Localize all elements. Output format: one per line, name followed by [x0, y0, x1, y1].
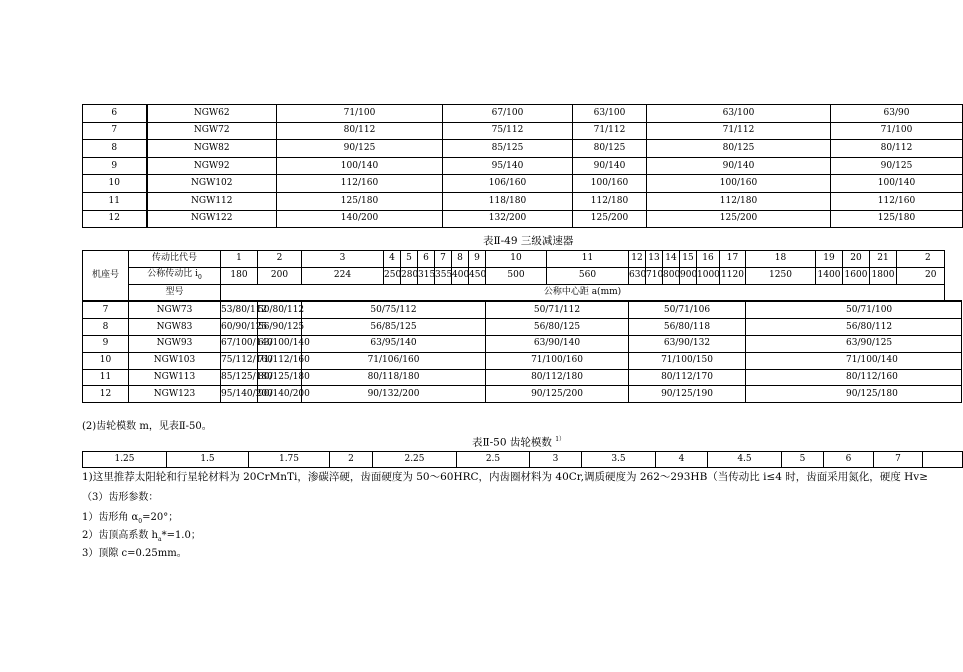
center-distance: 125/200 — [647, 210, 831, 228]
machine-number: 7 — [83, 122, 147, 140]
nominal-ratio: 315 — [418, 267, 435, 284]
center-distance: 112/160 — [831, 192, 963, 210]
table-50-caption — [472, 434, 565, 450]
machine-number: 12 — [83, 386, 129, 403]
center-distance: 125/180 — [831, 210, 963, 228]
nominal-ratio: 355 — [435, 267, 452, 284]
table-row — [83, 140, 963, 158]
center-distance: 71/112 — [573, 122, 647, 140]
center-distance: 63/100 — [647, 105, 831, 123]
module-value: 1.25 — [83, 452, 167, 468]
center-distance: 63/100 — [573, 105, 647, 123]
center-distance: 90/132/200 — [302, 386, 486, 403]
center-distance: 71/106/160 — [302, 352, 486, 369]
center-distance: 112/180 — [573, 192, 647, 210]
param2-label: 2）齿顶高系数 h — [82, 530, 158, 541]
center-distance: 80/125 — [573, 140, 647, 158]
center-distance: 90/125 — [831, 157, 963, 175]
nominal-ratio: 450 — [469, 267, 486, 284]
model-name: NGW112 — [147, 192, 277, 210]
nominal-ratio: 1000 — [697, 267, 720, 284]
nominal-ratio: 400 — [452, 267, 469, 284]
ratio-code: 12 — [629, 251, 646, 268]
module-value: 4 — [656, 452, 708, 468]
center-distance: 75/112 — [443, 122, 573, 140]
nominal-ratio-label-text: 公称传动比 i — [147, 269, 198, 280]
center-distance: 50/80/112 — [258, 301, 302, 318]
model-name: NGW123 — [129, 386, 221, 403]
model-name: NGW102 — [147, 175, 277, 193]
table-ngw-two-stage — [82, 104, 963, 228]
nominal-ratio: 180 — [221, 267, 258, 284]
ratio-code: 6 — [418, 251, 435, 268]
center-distance: 71/112 — [647, 122, 831, 140]
nominal-ratio-subscript: 0 — [197, 274, 202, 282]
model-name: NGW103 — [129, 352, 221, 369]
center-distance: 100/160 — [647, 175, 831, 193]
tooth-params-title: （3）齿形参数： — [82, 492, 159, 503]
table-row — [83, 319, 962, 336]
center-distance: 90/125/200 — [486, 386, 629, 403]
center-distance: 63/95/140 — [302, 335, 486, 352]
table-row — [83, 369, 962, 386]
center-distance: 67/100/140 — [221, 335, 258, 352]
center-distance: 60/90/125 — [221, 319, 258, 336]
machine-label: 机座号 — [83, 251, 129, 302]
center-distance: 80/125 — [647, 140, 831, 158]
ratio-code-label: 传动比代号 — [129, 251, 221, 268]
ratio-code-row — [83, 251, 962, 268]
nominal-ratio: 1800 — [870, 267, 897, 284]
table-ngw-three-stage — [82, 250, 962, 403]
model-name: NGW72 — [147, 122, 277, 140]
center-distance: 118/180 — [443, 192, 573, 210]
table-49-caption: 表Ⅱ-49 三级减速器 — [483, 235, 574, 247]
center-distance: 80/125/180 — [258, 369, 302, 386]
center-distance: 106/160 — [443, 175, 573, 193]
center-distance: 56/80/125 — [486, 319, 629, 336]
model-name: NGW92 — [147, 157, 277, 175]
module-value: 5 — [782, 452, 824, 468]
nominal-ratio: 630 — [629, 267, 646, 284]
center-distance: 53/80/112 — [221, 301, 258, 318]
param-clearance: 3）顶隙 c=0.25mm。 — [82, 548, 187, 559]
ratio-code: 16 — [697, 251, 720, 268]
model-name: NGW62 — [147, 105, 277, 123]
param-addendum-coefficient — [82, 526, 201, 543]
footnote-marker: 1） — [555, 436, 566, 443]
model-name: NGW122 — [147, 210, 277, 228]
ratio-code: 18 — [746, 251, 816, 268]
nominal-ratio: 500 — [486, 267, 547, 284]
param2-subscript: a — [157, 536, 162, 543]
center-distance: 80/112/180 — [486, 369, 629, 386]
table-row — [83, 301, 962, 318]
ratio-code: 8 — [452, 251, 469, 268]
machine-number: 8 — [83, 140, 147, 158]
nominal-ratio: 1250 — [746, 267, 816, 284]
table-row — [83, 192, 963, 210]
center-distance: 56/80/112 — [746, 319, 962, 336]
center-distance: 71/100/150 — [629, 352, 746, 369]
center-distance: 50/71/100 — [746, 301, 962, 318]
center-distance: 85/125 — [443, 140, 573, 158]
module-value: 4.5 — [708, 452, 782, 468]
module-value: 3.5 — [582, 452, 656, 468]
center-distance: 80/112 — [831, 140, 963, 158]
center-distance: 71/100 — [277, 105, 443, 123]
nominal-ratio: 900 — [680, 267, 697, 284]
module-value: 2 — [330, 452, 373, 468]
ratio-code: 3 — [302, 251, 384, 268]
param-pressure-angle — [82, 508, 178, 525]
nominal-ratio-label — [129, 267, 221, 284]
center-distance: 56/85/125 — [302, 319, 486, 336]
module-values-row — [83, 452, 963, 468]
gear-module-note: (2)齿轮模数 m，见表Ⅱ-50。 — [82, 421, 212, 432]
table-row — [83, 157, 963, 175]
table-gear-modules — [82, 451, 963, 468]
center-distance: 75/112/160 — [221, 352, 258, 369]
center-distance: 100/140 — [277, 157, 443, 175]
ratio-code: 2 — [897, 251, 945, 268]
module-value: 3 — [530, 452, 582, 468]
model-name: NGW93 — [129, 335, 221, 352]
center-distance: 56/90/125 — [258, 319, 302, 336]
model-name: NGW73 — [129, 301, 221, 318]
center-distance: 90/140/200 — [258, 386, 302, 403]
ratio-code: 15 — [680, 251, 697, 268]
nominal-ratio: 1120 — [720, 267, 746, 284]
center-distance: 112/180 — [647, 192, 831, 210]
center-distance: 63/90/140 — [486, 335, 629, 352]
module-value: 1.75 — [249, 452, 330, 468]
center-distance: 90/140 — [573, 157, 647, 175]
machine-number: 9 — [83, 335, 129, 352]
center-distance: 56/80/118 — [629, 319, 746, 336]
center-distance: 125/180 — [277, 192, 443, 210]
center-distance: 90/125/190 — [629, 386, 746, 403]
param1-value: =20°； — [142, 512, 179, 523]
nominal-ratio: 1400 — [816, 267, 843, 284]
ratio-code: 10 — [486, 251, 547, 268]
machine-number: 9 — [83, 157, 147, 175]
ratio-code: 9 — [469, 251, 486, 268]
table-row — [83, 352, 962, 369]
nominal-ratio: 560 — [547, 267, 629, 284]
center-distance: 85/125/180 — [221, 369, 258, 386]
model-name: NGW82 — [147, 140, 277, 158]
center-distance: 95/140 — [443, 157, 573, 175]
center-distance: 63/90 — [831, 105, 963, 123]
module-value: 6 — [824, 452, 874, 468]
center-distance: 71/100/160 — [486, 352, 629, 369]
table-row — [83, 175, 963, 193]
center-distance: 63/100/140 — [258, 335, 302, 352]
table-row — [83, 386, 962, 403]
nominal-ratio: 250 — [384, 267, 401, 284]
param2-value: *=1.0； — [161, 530, 201, 541]
center-distance: 80/118/180 — [302, 369, 486, 386]
module-value: 7 — [874, 452, 923, 468]
center-distance: 90/125 — [277, 140, 443, 158]
center-distance: 71/112/160 — [258, 352, 302, 369]
nominal-ratio: 224 — [302, 267, 384, 284]
ratio-code: 20 — [843, 251, 870, 268]
center-distance: 100/160 — [573, 175, 647, 193]
module-value: 2.25 — [373, 452, 457, 468]
module-value: 2.5 — [457, 452, 530, 468]
ratio-code: 1 — [221, 251, 258, 268]
ratio-code: 2 — [258, 251, 302, 268]
center-distance: 80/112/160 — [746, 369, 962, 386]
machine-number: 6 — [83, 105, 147, 123]
nominal-ratio: 710 — [646, 267, 663, 284]
ratio-code: 14 — [663, 251, 680, 268]
table-row — [83, 210, 963, 228]
center-distance: 132/200 — [443, 210, 573, 228]
param1-subscript: 0 — [138, 518, 143, 525]
table-row — [83, 122, 963, 140]
ratio-code: 19 — [816, 251, 843, 268]
center-distance: 90/125/180 — [746, 386, 962, 403]
center-distance: 67/100 — [443, 105, 573, 123]
model-header-row — [83, 284, 962, 301]
machine-number: 8 — [83, 319, 129, 336]
ratio-code: 5 — [401, 251, 418, 268]
ratio-code: 7 — [435, 251, 452, 268]
center-distance: 112/160 — [277, 175, 443, 193]
table-row — [83, 105, 963, 123]
machine-number: 7 — [83, 301, 129, 318]
nominal-ratio: 280 — [401, 267, 418, 284]
nominal-ratio: 800 — [663, 267, 680, 284]
nominal-ratio-row — [83, 267, 962, 284]
machine-number: 10 — [83, 175, 147, 193]
center-distance: 63/90/132 — [629, 335, 746, 352]
center-distance: 140/200 — [277, 210, 443, 228]
table-50-caption-text: 表Ⅱ-50 齿轮模数 — [472, 436, 552, 449]
machine-number: 11 — [83, 369, 129, 386]
machine-number: 10 — [83, 352, 129, 369]
machine-number: 12 — [83, 210, 147, 228]
ratio-code: 4 — [384, 251, 401, 268]
center-distance: 71/100 — [831, 122, 963, 140]
model-label: 型号 — [129, 284, 221, 301]
center-distance: 50/75/112 — [302, 301, 486, 318]
center-distance: 100/140 — [831, 175, 963, 193]
model-name: NGW83 — [129, 319, 221, 336]
nominal-ratio: 1600 — [843, 267, 870, 284]
ratio-code: 21 — [870, 251, 897, 268]
ratio-code: 11 — [547, 251, 629, 268]
center-distance: 50/71/112 — [486, 301, 629, 318]
center-distance: 90/140 — [647, 157, 831, 175]
center-distance: 63/90/125 — [746, 335, 962, 352]
center-distance: 71/100/140 — [746, 352, 962, 369]
material-footnote: 1)这里推荐太阳轮和行星轮材料为 20CrMnTi，渗碳淬硬，齿面硬度为 50～60HRC，内齿圈材料为 40Cr,调质硬度为 262～293HB（当传动比 i≤4 时，齿面采用氮化，硬度 Hv≥ — [82, 471, 929, 483]
module-value — [923, 452, 963, 468]
machine-number: 11 — [83, 192, 147, 210]
nominal-ratio: 20 — [897, 267, 945, 284]
center-distance: 95/140/200 — [221, 386, 258, 403]
center-distance-label: 公称中心距 a(mm) — [221, 284, 945, 301]
module-value: 1.5 — [167, 452, 249, 468]
center-distance: 50/71/106 — [629, 301, 746, 318]
center-distance: 80/112 — [277, 122, 443, 140]
nominal-ratio: 200 — [258, 267, 302, 284]
param1-label: 1）齿形角 α — [82, 512, 139, 523]
model-name: NGW113 — [129, 369, 221, 386]
ratio-code: 17 — [720, 251, 746, 268]
ratio-code: 13 — [646, 251, 663, 268]
center-distance: 80/112/170 — [629, 369, 746, 386]
table-row — [83, 335, 962, 352]
center-distance: 125/200 — [573, 210, 647, 228]
